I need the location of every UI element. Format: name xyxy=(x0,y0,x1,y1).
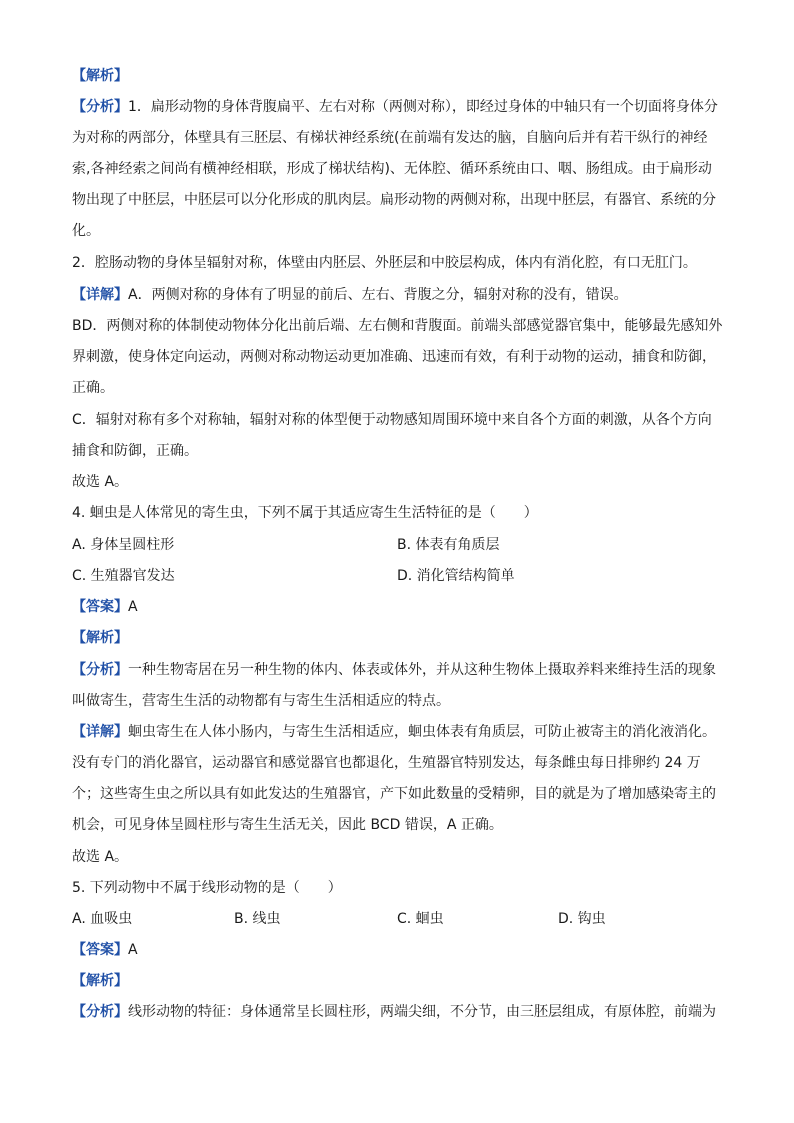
line-text: 2．腔肠动物的身体呈辐射对称，体壁由内胚层、外胚层和中胶层构成，体内有消化腔，有口无肛门。 xyxy=(72,255,697,271)
section-tag: 【解析】 xyxy=(72,630,128,646)
text-line xyxy=(72,940,138,960)
line-text: BD．两侧对称的体制使动物体分化出前后端、左右侧和背腹面。前端头部感觉器官集中，能够最先感知外 xyxy=(72,318,723,334)
line-text: 个；这些寄生虫之所以具有如此发达的生殖器官，产下如此数量的受精卵，目的就是为了增加感染寄主的 xyxy=(72,786,716,802)
line-text: 一种生物寄居在另一种生物的体内、体表或体外，并从这种生物体上摄取养料来维持生活的现象 xyxy=(128,662,716,678)
text-line xyxy=(72,253,697,273)
line-text: 物出现了中胚层，中胚层可以分化形成的肌肉层。扁形动物的两侧对称，出现中胚层，有器官、系统的分 xyxy=(72,192,716,208)
text-line xyxy=(72,503,538,523)
text-line xyxy=(72,691,450,711)
q4-option-c: C. 生殖器官发达 xyxy=(72,568,175,584)
text-line xyxy=(72,878,342,898)
line-text: 没有专门的消化器官，运动器官和感觉器官也都退化，生殖器官特别发达，每条雌虫每日排卵约 24 万 xyxy=(72,755,701,771)
section-tag: 【详解】 xyxy=(72,287,128,303)
line-text: 5. 下列动物中不属于线形动物的是（ ） xyxy=(72,880,342,896)
line-text: 为对称的两部分，体壁具有三胚层、有梯状神经系统(在前端有发达的脑，自脑向后并有若干纵行的神经 xyxy=(72,130,708,146)
section-tag: 【答案】 xyxy=(72,599,128,615)
section-tag: 【解析】 xyxy=(72,68,128,84)
line-text: 机会，可见身体呈圆柱形与寄生生活无关，因此 BCD 错误，A 正确。 xyxy=(72,817,503,833)
q4-option-d: D. 消化管结构简单 xyxy=(397,568,515,584)
text-line xyxy=(72,221,100,241)
q5-option-d: D. 钩虫 xyxy=(558,911,606,927)
text-line xyxy=(72,971,128,991)
line-text: 界刺激，使身体定向运动，两侧对称动物运动更加准确、迅速而有效，有利于动物的运动，捕食和防御， xyxy=(72,349,716,365)
text-line xyxy=(72,316,722,336)
line-text: 蛔虫寄生在人体小肠内，与寄生生活相适应，蛔虫体表有角质层，可防止被寄主的消化液消化。 xyxy=(128,724,716,740)
text-line xyxy=(72,441,198,461)
line-text: 化。 xyxy=(72,223,100,239)
line-text: 4. 蛔虫是人体常见的寄生虫，下列不属于其适应寄生生活特征的是（ ） xyxy=(72,505,538,521)
text-line xyxy=(72,722,716,742)
line-text: 捕食和防御，正确。 xyxy=(72,443,198,459)
line-text: C．辐射对称有多个对称轴，辐射对称的体型便于动物感知周围环境中来自各个方面的刺激，从各个方向 xyxy=(72,412,712,428)
text-line xyxy=(72,410,712,430)
text-line xyxy=(72,347,716,367)
q5-option-a: A. 血吸虫 xyxy=(72,911,133,927)
text-line xyxy=(72,597,138,617)
q4-option-a: A. 身体呈圆柱形 xyxy=(72,537,175,553)
section-tag: 【分析】 xyxy=(72,99,128,115)
text-line xyxy=(72,1002,716,1022)
text-line xyxy=(72,472,128,492)
text-line xyxy=(72,97,718,117)
text-line xyxy=(72,660,716,680)
text-line xyxy=(72,190,716,210)
line-text: A xyxy=(128,942,138,958)
text-line xyxy=(72,159,712,179)
section-tag: 【详解】 xyxy=(72,724,128,740)
section-tag: 【答案】 xyxy=(72,942,128,958)
line-text: 1．扁形动物的身体背腹扁平、左右对称（两侧对称），即经过身体的中轴只有一个切面将身体分 xyxy=(128,99,718,115)
q5-option-b: B. 线虫 xyxy=(234,911,281,927)
line-text: A xyxy=(128,599,138,615)
text-line xyxy=(72,128,707,148)
line-text: 正确。 xyxy=(72,380,114,396)
text-line xyxy=(72,378,114,398)
text-line xyxy=(72,847,128,867)
line-text: 叫做寄生，营寄生生活的动物都有与寄生生活相适应的特点。 xyxy=(72,693,450,709)
line-text: 故选 A。 xyxy=(72,474,129,490)
q5-option-c: C. 蛔虫 xyxy=(397,911,444,927)
line-text: 线形动物的特征：身体通常呈长圆柱形，两端尖细，不分节，由三胚层组成，有原体腔，前端为 xyxy=(128,1004,716,1020)
text-line xyxy=(72,753,701,773)
text-line xyxy=(72,66,128,86)
text-line xyxy=(72,285,628,305)
line-text: 故选 A。 xyxy=(72,849,129,865)
text-line xyxy=(72,784,716,804)
line-text: 索,各神经索之间尚有横神经相联，形成了梯状结构)、无体腔、循环系统由口、咽、肠组成。由于扁形动 xyxy=(72,161,712,177)
line-text: A．两侧对称的身体有了明显的前后、左右、背腹之分，辐射对称的没有，错误。 xyxy=(128,287,628,303)
section-tag: 【分析】 xyxy=(72,1004,128,1020)
text-line xyxy=(72,628,128,648)
q4-option-b: B. 体表有角质层 xyxy=(397,537,500,553)
text-line xyxy=(72,815,503,835)
section-tag: 【解析】 xyxy=(72,973,128,989)
section-tag: 【分析】 xyxy=(72,662,128,678)
